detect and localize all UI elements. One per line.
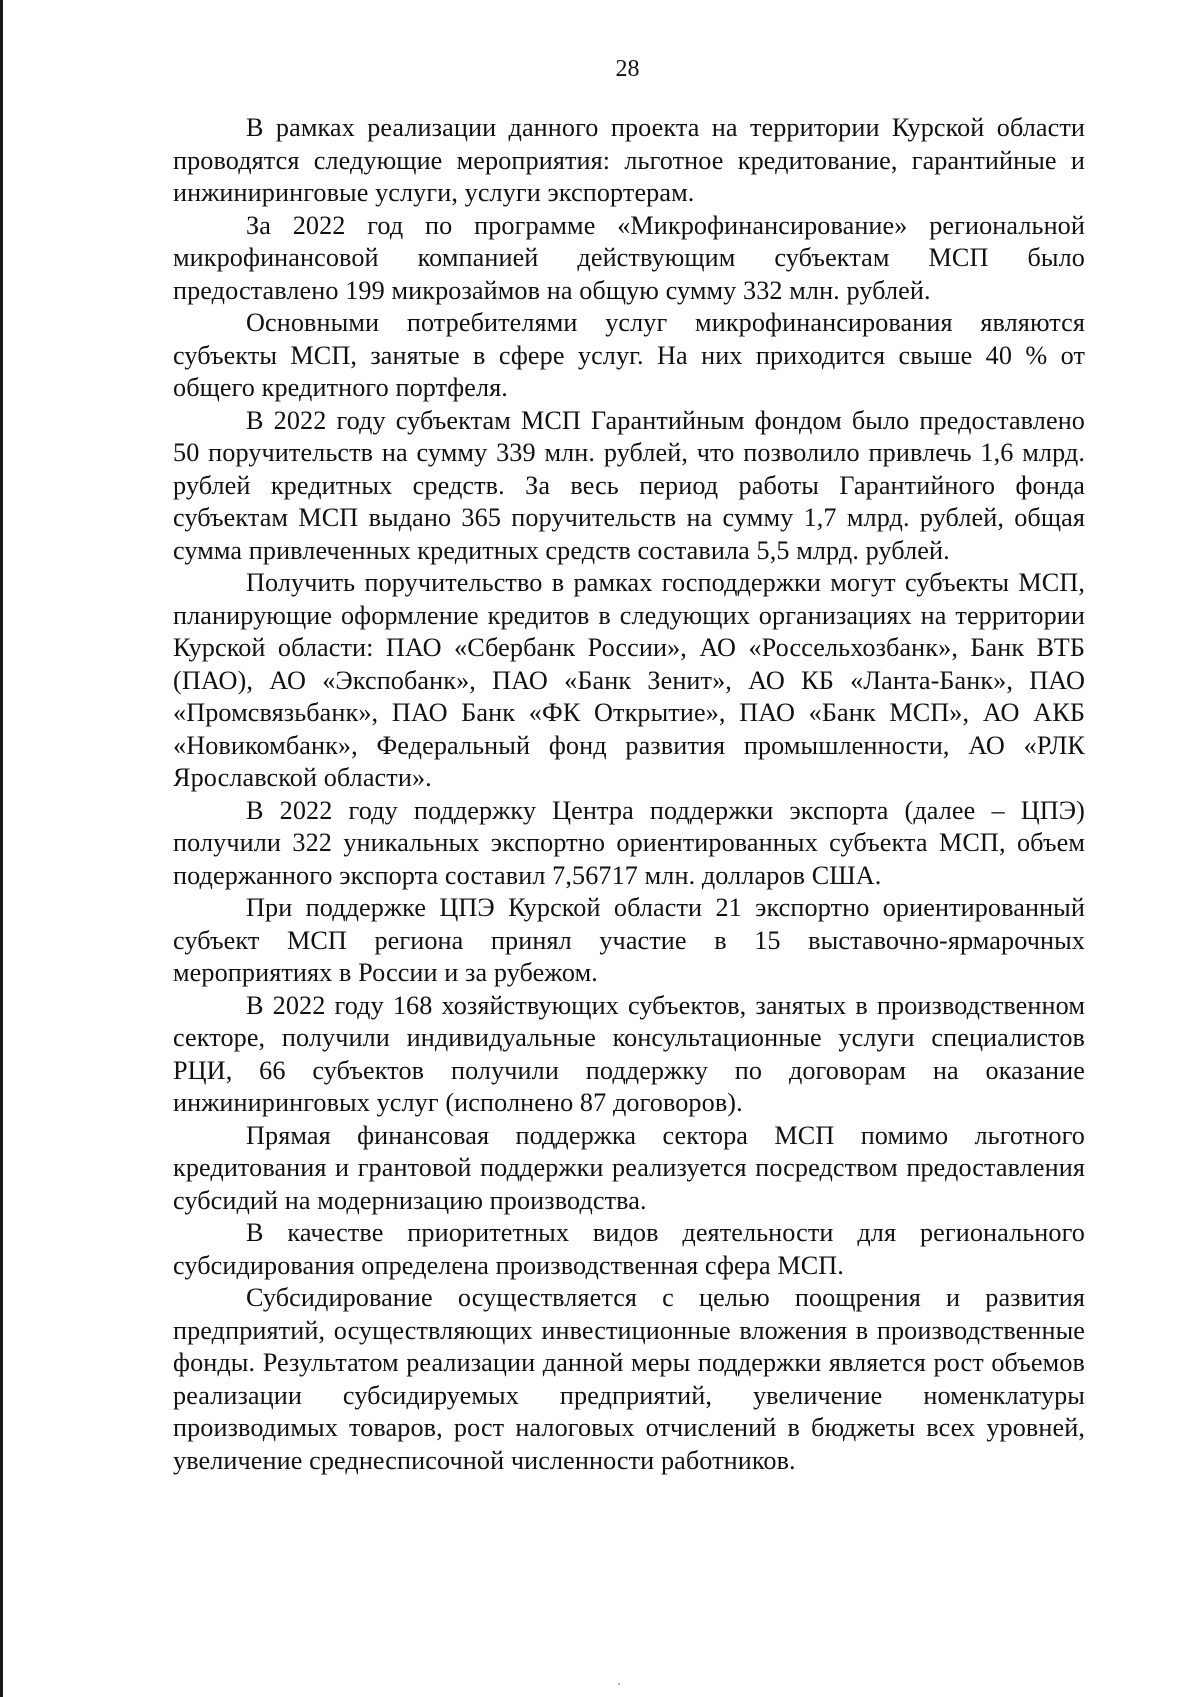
- paragraph-microfinance-2022: За 2022 год по программе «Микрофинансирование» региональной микрофинансовой компанией действующим субъектам МСП было предоставлено 199 микрозаймов на общую сумму 332 млн. рублей.: [173, 210, 1085, 305]
- scan-speck: [618, 1683, 620, 1685]
- page-number: 28: [615, 56, 640, 82]
- paragraph-engineering-consultations: В 2022 году 168 хозяйствующих субъектов, занятых в производственном секторе, получили индивидуальные консультационные услуги специалистов РЦИ, 66 субъектов получили поддержку по договорам на оказание инжиниринговых услуг (исполнено 87 договоров).: [173, 990, 1085, 1117]
- paragraph-guarantee-fund: В 2022 году субъектам МСП Гарантийным фондом было предоставлено 50 поручительств на сумму 339 млн. рублей, что позволило привлечь 1,6 млрд. рублей кредитных средств. За весь период работы Гарантийного фонда субъектам МСП выдано 365 поручительств на сумму 1,7 млрд. рублей, общая сумма привлеченных кредитных средств составила 5,5 млрд. рублей.: [173, 405, 1085, 565]
- paragraph-export-support-center: В 2022 году поддержку Центра поддержки экспорта (далее – ЦПЭ) получили 322 уникальных экспортно ориентированных субъекта МСП, объем подержанного экспорта составил 7,56717 млн. долларов США.: [173, 795, 1085, 890]
- paragraph-project-activities: В рамках реализации данного проекта на территории Курской области проводятся следующие мероприятия: льготное кредитование, гарантийные и инжиниринговые услуги, услуги экспортерам.: [173, 113, 1085, 207]
- paragraph-microfinance-consumers: Основными потребителями услуг микрофинансирования являются субъекты МСП, занятые в сфере услуг. На них приходится свыше 40 % от общего кредитного портфеля.: [173, 308, 1085, 402]
- paragraph-exhibitions: При поддержке ЦПЭ Курской области 21 экспортно ориентированный субъект МСП региона принял участие в 15 выставочно-ярмарочных мероприятиях в России и за рубежом.: [173, 893, 1085, 987]
- document-body: [173, 112, 1085, 1477]
- paragraph-priority-activities: В качестве приоритетных видов деятельности для регионального субсидирования определена производственная сфера МСП.: [173, 1218, 1085, 1280]
- scan-border-edge: [0, 0, 3, 1697]
- paragraph-partner-banks: Получить поручительство в рамках господдержки могут субъекты МСП, планирующие оформление кредитов в следующих организациях на территории Курской области: ПАО «Сбербанк России», АО «Россельхозбанк», Банк ВТБ (ПАО), АО «Экспобанк», ПАО «Банк Зенит», АО КБ «Ланта-Банк», ПАО «Промсвязьбанк», ПАО Банк «ФК Открытие», ПАО «Банк МСП», АО АКБ «Новикомбанк», Федеральный фонд развития промышленности, АО «РЛК Ярославской области».: [173, 568, 1085, 792]
- paragraph-direct-financial-support: Прямая финансовая поддержка сектора МСП помимо льготного кредитования и грантовой поддержки реализуется посредством предоставления субсидий на модернизацию производства.: [173, 1120, 1085, 1215]
- paragraph-subsidy-goals: Субсидирование осуществляется с целью поощрения и развития предприятий, осуществляющих инвестиционные вложения в производственные фонды. Результатом реализации данной меры поддержки является рост объемов реализации субсидируемых предприятий, увеличение номенклатуры производимых товаров, рост налоговых отчислений в бюджеты всех уровней, увеличение среднесписочной численности работников.: [173, 1283, 1085, 1475]
